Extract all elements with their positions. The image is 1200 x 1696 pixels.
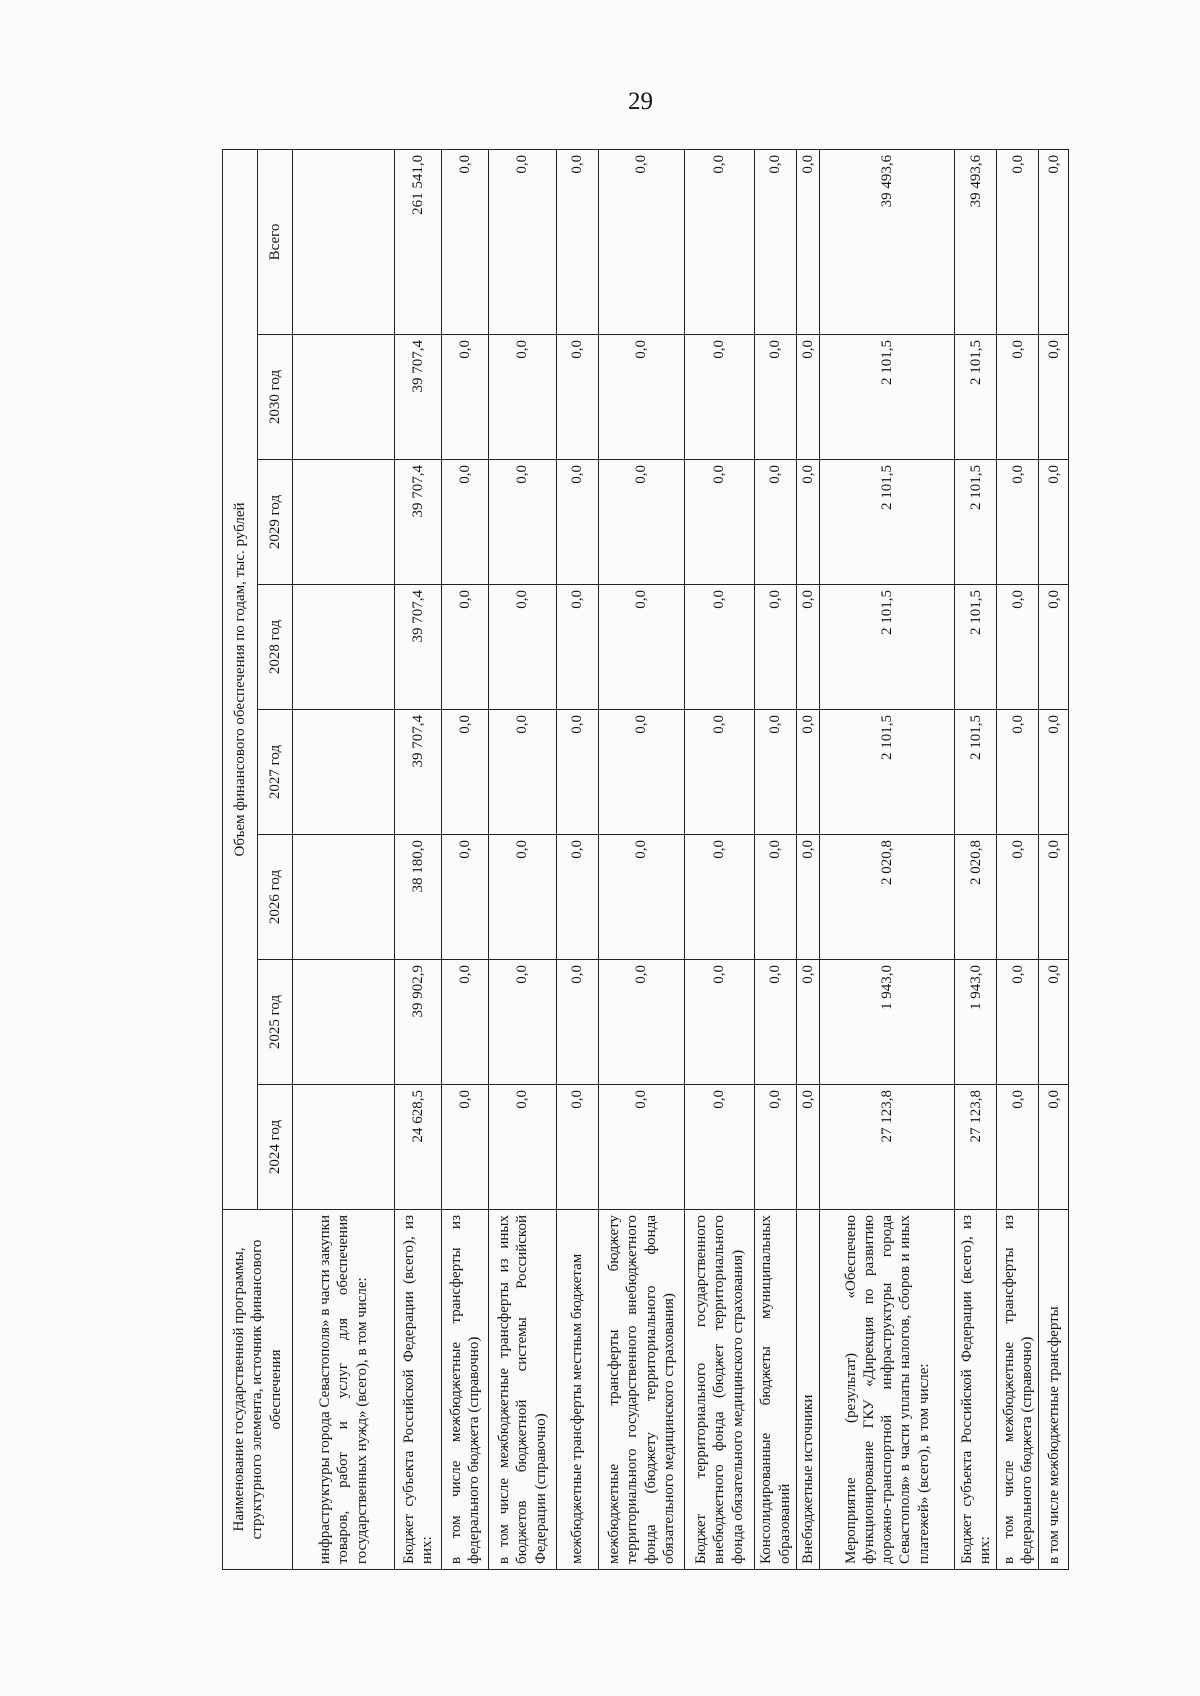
header-name-column: Наименование государственной программы, структурного элемента, источник финансового обеспечения xyxy=(223,1210,293,1570)
row-name: в том числе межбюджетные трансферты xyxy=(1039,1210,1069,1570)
row-value: 39 707,4 xyxy=(395,460,442,585)
row-value: 0,0 xyxy=(442,960,489,1085)
header-year: 2028 год xyxy=(258,585,293,710)
row-value: 0,0 xyxy=(797,710,820,835)
row-value: 0,0 xyxy=(797,335,820,460)
row-value: 2 101,5 xyxy=(955,710,997,835)
row-value: 0,0 xyxy=(755,1085,797,1210)
row-value: 0,0 xyxy=(685,585,755,710)
row-value: 0,0 xyxy=(599,835,685,960)
row-value: 0,0 xyxy=(489,710,557,835)
row-value: 0,0 xyxy=(599,1085,685,1210)
row-value: 0,0 xyxy=(489,335,557,460)
row-value: 0,0 xyxy=(797,960,820,1085)
table-row xyxy=(685,149,755,1569)
row-value: 2 101,5 xyxy=(955,335,997,460)
row-total: 39 493,6 xyxy=(820,149,955,334)
row-value: 0,0 xyxy=(599,585,685,710)
financing-table xyxy=(222,149,1069,1570)
row-value: 0,0 xyxy=(1039,960,1069,1085)
row-value: 0,0 xyxy=(755,835,797,960)
table-body xyxy=(293,149,1069,1569)
row-value: 0,0 xyxy=(1039,335,1069,460)
table-row xyxy=(557,149,599,1569)
row-value xyxy=(293,710,395,835)
header-year: 2029 год xyxy=(258,460,293,585)
row-value: 2 101,5 xyxy=(820,335,955,460)
table-row xyxy=(599,149,685,1569)
header-year: 2025 год xyxy=(258,960,293,1085)
row-value: 0,0 xyxy=(797,1085,820,1210)
table-row xyxy=(797,149,820,1569)
row-value: 0,0 xyxy=(489,585,557,710)
row-value: 0,0 xyxy=(1039,1085,1069,1210)
row-value: 27 123,8 xyxy=(820,1085,955,1210)
row-value: 2 101,5 xyxy=(820,585,955,710)
row-total: 0,0 xyxy=(997,149,1039,334)
table-row xyxy=(395,149,442,1569)
row-value: 0,0 xyxy=(599,460,685,585)
header-year: 2027 год xyxy=(258,710,293,835)
row-name: Бюджет субъекта Российской Федерации (всего), из них: xyxy=(395,1210,442,1570)
row-value: 0,0 xyxy=(557,335,599,460)
row-total: 0,0 xyxy=(489,149,557,334)
table-row xyxy=(293,149,395,1569)
row-value xyxy=(293,835,395,960)
table-row xyxy=(997,149,1039,1569)
row-value: 0,0 xyxy=(1039,835,1069,960)
row-total: 0,0 xyxy=(755,149,797,334)
row-total xyxy=(293,149,395,334)
row-value: 0,0 xyxy=(755,460,797,585)
row-value: 0,0 xyxy=(489,960,557,1085)
row-value: 0,0 xyxy=(557,710,599,835)
row-name: Мероприятие (результат) «Обеспечено функционирование ГКУ «Дирекция по развитию дорожно-транспортной инфраструктуры города Севастополя» в части уплаты налогов, сборов и иных платежей» (всего), в том числе: xyxy=(820,1210,955,1570)
row-value: 0,0 xyxy=(755,585,797,710)
row-total: 0,0 xyxy=(1039,149,1069,334)
page-number: 29 xyxy=(628,88,653,115)
row-value: 0,0 xyxy=(997,585,1039,710)
row-value: 0,0 xyxy=(685,710,755,835)
header-row-1 xyxy=(223,149,258,1569)
row-total: 0,0 xyxy=(557,149,599,334)
row-value: 24 628,5 xyxy=(395,1085,442,1210)
table-row xyxy=(1039,149,1069,1569)
row-value: 0,0 xyxy=(1039,460,1069,585)
row-name: в том числе межбюджетные трансферты из федерального бюджета (справочно) xyxy=(442,1210,489,1570)
row-value: 0,0 xyxy=(797,585,820,710)
row-value: 0,0 xyxy=(557,460,599,585)
row-name: инфраструктуры города Севастополя» в части закупки товаров, работ и услуг для обеспечения государственных нужд» (всего), в том числе: xyxy=(293,1210,395,1570)
rotated-table-container xyxy=(222,150,1122,1570)
row-value: 2 101,5 xyxy=(820,710,955,835)
row-value: 0,0 xyxy=(557,835,599,960)
table-row xyxy=(820,149,955,1569)
row-value: 0,0 xyxy=(755,710,797,835)
row-value: 0,0 xyxy=(557,1085,599,1210)
table-row xyxy=(955,149,997,1569)
row-value: 0,0 xyxy=(685,835,755,960)
row-name: межбюджетные трансферты местным бюджетам xyxy=(557,1210,599,1570)
row-value: 0,0 xyxy=(997,335,1039,460)
row-value: 0,0 xyxy=(599,710,685,835)
row-value: 0,0 xyxy=(685,1085,755,1210)
row-value: 1 943,0 xyxy=(820,960,955,1085)
row-value: 0,0 xyxy=(489,460,557,585)
row-value: 0,0 xyxy=(997,460,1039,585)
row-value: 2 020,8 xyxy=(820,835,955,960)
row-value: 39 707,4 xyxy=(395,335,442,460)
row-value: 0,0 xyxy=(442,835,489,960)
row-name: в том числе межбюджетные трансферты из иных бюджетов бюджетной системы Российской Федерации (справочно) xyxy=(489,1210,557,1570)
row-value: 0,0 xyxy=(442,585,489,710)
row-value xyxy=(293,585,395,710)
row-total: 0,0 xyxy=(442,149,489,334)
row-value: 0,0 xyxy=(442,1085,489,1210)
row-value: 0,0 xyxy=(685,335,755,460)
row-value: 0,0 xyxy=(997,1085,1039,1210)
table-row xyxy=(489,149,557,1569)
row-value: 39 707,4 xyxy=(395,710,442,835)
row-value: 0,0 xyxy=(797,460,820,585)
row-total: 0,0 xyxy=(797,149,820,334)
row-value: 27 123,8 xyxy=(955,1085,997,1210)
row-value: 0,0 xyxy=(685,960,755,1085)
row-value: 0,0 xyxy=(755,960,797,1085)
row-value: 0,0 xyxy=(755,335,797,460)
row-value: 0,0 xyxy=(557,585,599,710)
row-value: 0,0 xyxy=(797,835,820,960)
row-value: 39 902,9 xyxy=(395,960,442,1085)
row-value: 2 101,5 xyxy=(955,585,997,710)
row-value: 0,0 xyxy=(1039,710,1069,835)
row-value: 0,0 xyxy=(489,835,557,960)
row-value: 0,0 xyxy=(997,710,1039,835)
header-year: 2026 год xyxy=(258,835,293,960)
row-value: 0,0 xyxy=(997,835,1039,960)
row-name: Внебюджетные источники xyxy=(797,1210,820,1570)
header-year: 2030 год xyxy=(258,335,293,460)
row-total: 0,0 xyxy=(599,149,685,334)
row-value: 2 020,8 xyxy=(955,835,997,960)
table-row xyxy=(755,149,797,1569)
row-total: 39 493,6 xyxy=(955,149,997,334)
table-row xyxy=(442,149,489,1569)
row-value: 0,0 xyxy=(599,960,685,1085)
row-total: 0,0 xyxy=(685,149,755,334)
row-value: 0,0 xyxy=(442,335,489,460)
row-name: Бюджет субъекта Российской Федерации (всего), из них: xyxy=(955,1210,997,1570)
row-value: 0,0 xyxy=(997,960,1039,1085)
row-name: Консолидированные бюджеты муниципальных образований xyxy=(755,1210,797,1570)
row-value xyxy=(293,1085,395,1210)
row-name: межбюджетные трансферты бюджету территориального государственного внебюджетного фонда (бюджету территориального фонда обязательного медицинского страхования) xyxy=(599,1210,685,1570)
row-name: в том числе межбюджетные трансферты из федерального бюджета (справочно) xyxy=(997,1210,1039,1570)
header-total: Всего xyxy=(258,149,293,334)
row-value: 0,0 xyxy=(685,460,755,585)
row-value: 0,0 xyxy=(1039,585,1069,710)
row-value: 0,0 xyxy=(599,335,685,460)
row-value: 0,0 xyxy=(442,710,489,835)
row-value: 39 707,4 xyxy=(395,585,442,710)
row-value: 2 101,5 xyxy=(955,460,997,585)
row-value: 0,0 xyxy=(489,1085,557,1210)
row-value: 0,0 xyxy=(442,460,489,585)
row-value: 38 180,0 xyxy=(395,835,442,960)
row-value: 0,0 xyxy=(557,960,599,1085)
row-value xyxy=(293,335,395,460)
row-value xyxy=(293,960,395,1085)
header-year: 2024 год xyxy=(258,1085,293,1210)
row-total: 261 541,0 xyxy=(395,149,442,334)
header-group: Объем финансового обеспечения по годам, тыс. рублей xyxy=(223,149,258,1209)
row-value: 2 101,5 xyxy=(820,460,955,585)
row-value: 1 943,0 xyxy=(955,960,997,1085)
row-value xyxy=(293,460,395,585)
row-name: Бюджет территориального государственного внебюджетного фонда (бюджет территориального фонда обязательного медицинского страхования) xyxy=(685,1210,755,1570)
